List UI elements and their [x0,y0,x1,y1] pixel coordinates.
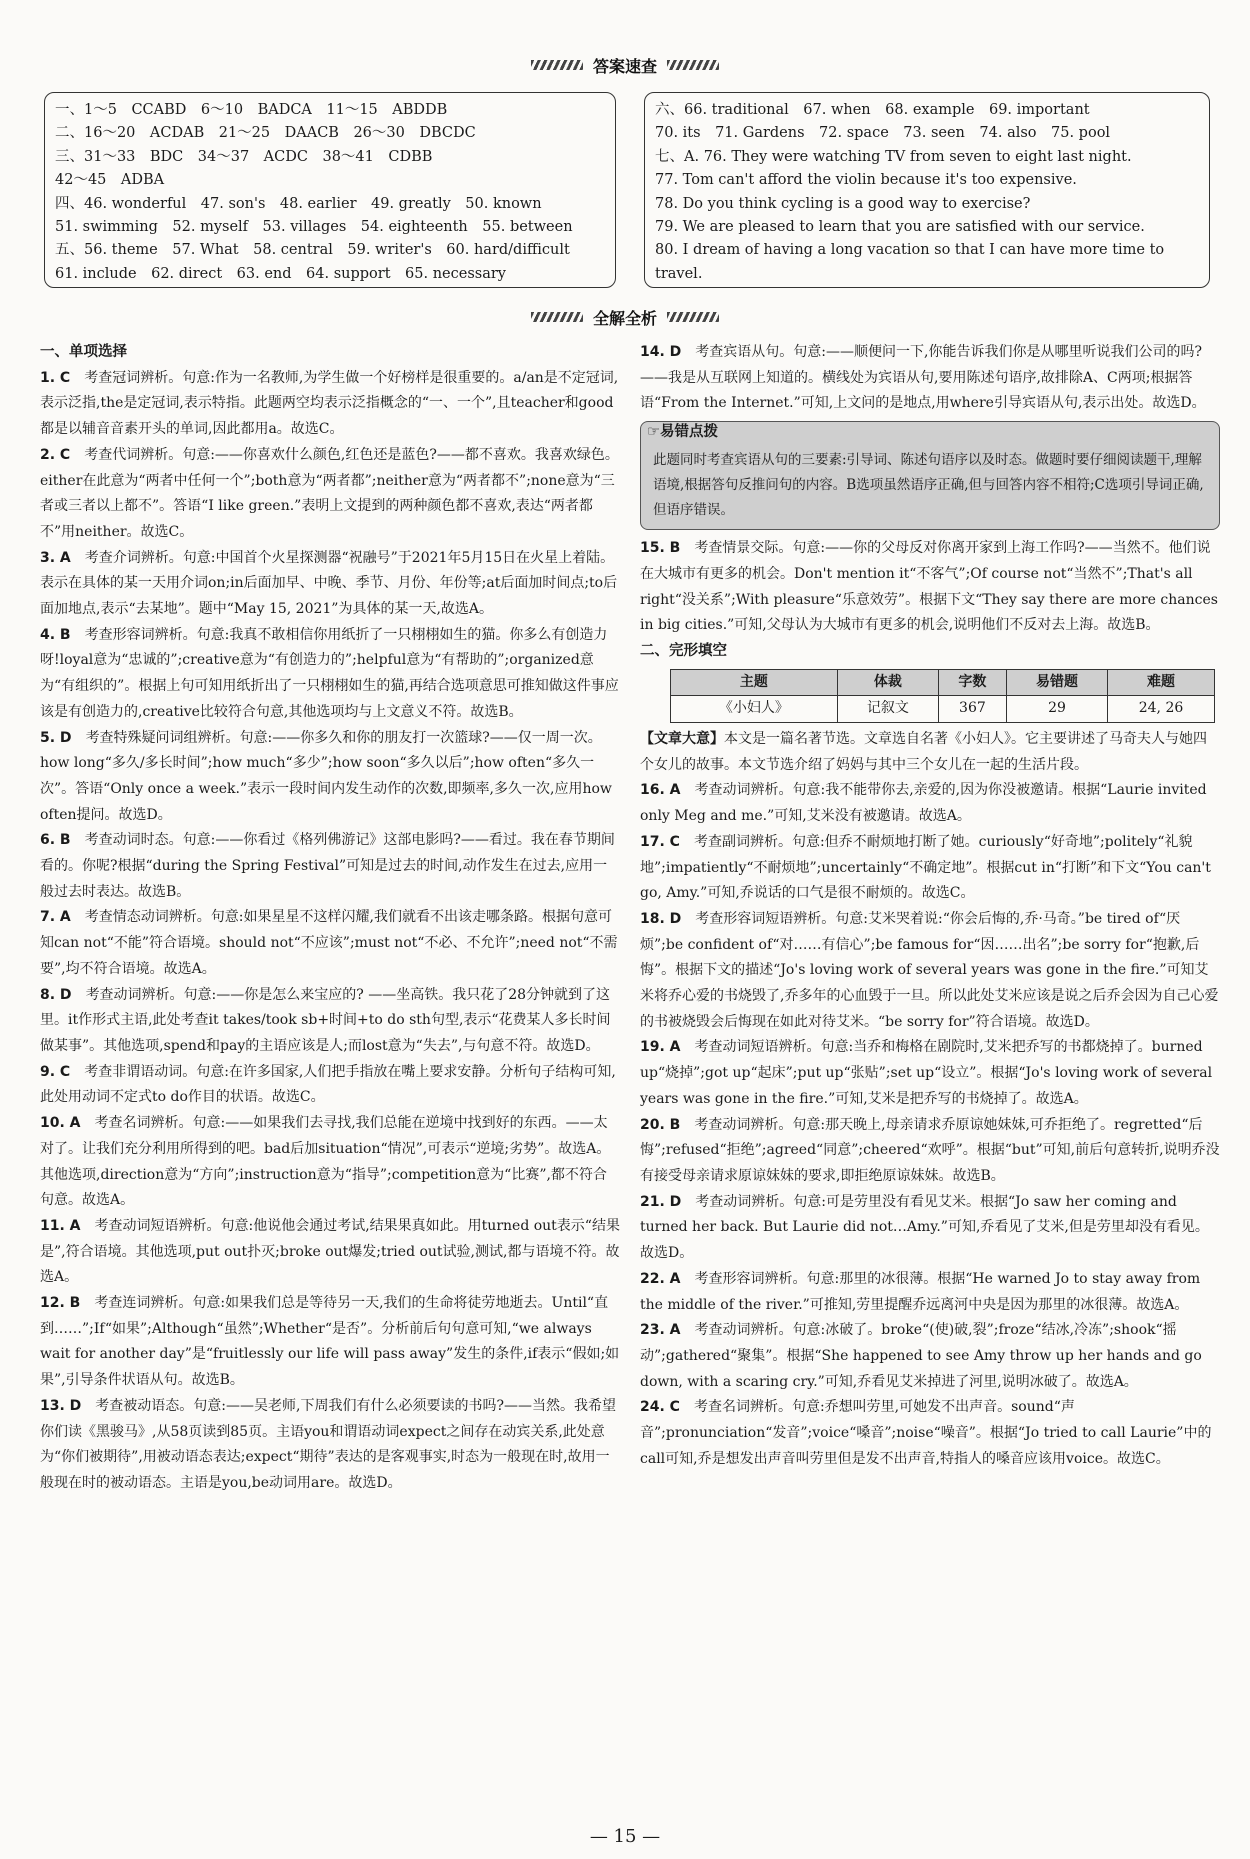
item-answer: 6. B [40,832,71,849]
item-text: 考查代词辨析。句意:——你喜欢什么颜色,红色还是蓝色?——都不喜欢。我喜欢绿色。either在此意为“两者中任何一个”;both意为“两者都”;neither意为“两者都不”;none意为“三者或三者以上都不”。答语“I like green.”表明上文提到的两种颜色都不喜欢,表达“两者都不”用neither。故选C。 [40,446,619,540]
answer-line: 七、A. 76. They were watching TV from seven to eight last night. [655,148,1132,165]
answer-line: travel. [655,265,703,282]
item-text: 考查冠词辨析。句意:作为一名教师,为学生做一个好榜样是很重要的。a/an是不定冠词,表示泛指,the是定冠词,表示特指。此题两空均表示泛指概念的“一、一个”,且teacher和good都是以辅音音素开头的单词,因此都用a。故选C。 [40,369,619,438]
explanation-item [40,828,620,905]
section-title: 一、单项选择 [40,344,127,360]
explanation-item [640,536,1220,639]
item-answer: 4. B [40,626,71,643]
item-answer: 11. A [40,1217,81,1234]
item-text: 考查动词短语辨析。句意:他说他会通过考试,结果果真如此。用turned out表示“结果是”,符合语境。其他选项,put out扑灭;broke out爆发;tried out试验,测试,都与语境不符。故选A。 [40,1217,620,1286]
answer-line: 80. I dream of having a long vacation so that I can have more time to [655,242,1165,259]
item-answer: 24. C [640,1399,680,1416]
item-answer: 12. B [40,1295,81,1312]
item-text: 考查名词辨析。句意:——如果我们去寻找,我们总能在逆境中找到好的东西。——太对了。让我们充分利用所得到的吧。bad后加situation“情况”,可表示“逆境;劣势”。故选A。其他选项,direction意为“方向”;instruction意为“指导”;competition意为“比赛”,都不符合句意。故选A。 [40,1115,611,1209]
table-cell: 《小妇人》 [671,696,838,723]
item-answer: 16. A [640,782,681,799]
item-text: 考查动词短语辨析。句意:当乔和梅格在剧院时,艾米把乔写的书都烧掉了。burned up“烧掉”;got up“起床”;put up“张贴”;set up“设立”。根据“Jo's loving work of several years was gone in the fire.”可知,艾米是把乔写的书烧掉了。故选A。 [640,1039,1213,1107]
answers-header [530,50,720,80]
answer-line: 五、56. theme 57. What 58. central 59. writer's 60. hard/difficult [55,242,570,259]
explanation-item [640,830,1220,907]
explanation-item [40,546,620,623]
table-cell: 24, 26 [1108,696,1215,723]
explanation-item [640,1267,1220,1318]
passage-info-table [670,669,1215,723]
explanation-item [640,1318,1220,1395]
explanation-item [640,778,1220,829]
table-cell: 29 [1006,696,1107,723]
answers-box-right [644,92,1210,288]
item-answer: 17. C [640,833,680,850]
explanation-item [40,1214,620,1291]
item-text: 考查动词辨析。句意:那天晚上,母亲请求乔原谅她妹妹,可乔拒绝了。regretted“后悔”;refused“拒绝”;agreed“同意”;cheered“欢呼”。根据“but”可知,前后句意转折,说明乔没有接受母亲请求原谅妹妹的要求,即拒绝原谅妹妹。故选B。 [640,1116,1220,1184]
item-text: 考查动词辨析。句意:我不能带你去,亲爱的,因为你没被邀请。根据“Laurie invited only Meg and me.”可知,艾米没有被邀请。故选A。 [640,782,1207,825]
explanation-item [640,1035,1220,1112]
item-answer: 23. A [640,1322,681,1339]
explanation-item [40,1060,620,1111]
item-answer: 2. C [40,446,71,463]
header-stripe-right [667,312,719,322]
item-answer: 7. A [40,909,71,926]
item-text: 考查名词辨析。句意:乔想叫劳里,可她发不出声音。sound“声音”;pronunciation“发音”;voice“嗓音”;noise“噪音”。根据“Jo tried to call Laurie”中的call可知,乔是想发出声音叫劳里但是发不出声音,特指人的嗓音应该用voice。故选C。 [640,1399,1212,1467]
header-stripe-right [667,60,719,70]
item-answer: 19. A [640,1039,681,1056]
header-stripe-left [531,60,583,70]
passage-summary [640,727,1220,778]
table-header-cell: 体裁 [837,669,938,696]
error-tip-text: 此题同时考查宾语从句的三要素:引导词、陈述句语序以及时态。做题时要仔细阅读题干,理解语境,根据答句反推问句的内容。B选项虽然语序正确,但与回答内容不相符;C选项引导词正确,但语序错误。 [653,452,1204,519]
explanation-item [40,1111,620,1214]
answer-line: 四、46. wonderful 47. son's 48. earlier 49. greatly 50. known [55,195,542,212]
answer-line: 78. Do you think cycling is a good way to exercise? [655,195,1031,212]
item-answer: 8. D [40,986,72,1003]
table-header-cell: 难题 [1108,669,1215,696]
item-text: 考查形容词短语辨析。句意:艾米哭着说:“你会后悔的,乔·马奇。”be tired of“厌烦”;be confident of“对……有信心”;be famous for“因……出名”;be sorry for“抱歉,后悔”。根据下文的描述“Jo's loving work of several years was gone in the fire.”可知艾米将乔心爱的书烧毁了,乔多年的心血毁于一旦。所以此处艾米应该是说之后乔会因为自己心爱的书被烧毁会后悔现在如此对待艾米。“be sorry for”符合语境。故选D。 [640,910,1219,1030]
explanation-item [640,340,1220,417]
item-text: 考查形容词辨析。句意:那里的冰很薄。根据“He warned Jo to stay away from the middle of the river.”可推知,劳里提醒乔远离河中央是因为那里的冰很薄。故选A。 [640,1270,1201,1313]
item-text: 考查被动语态。句意:——吴老师,下周我们有什么必须要读的书吗?——当然。我希望你们读《黑骏马》,从58页读到85页。主语you和谓语动词expect之间存在动宾关系,此处意为“你们被期待”,用被动语态表达;expect“期待”表达的是客观事实,时态为一般现在时,故用一般现在时的被动语态。主语是you,be动词用are。故选D。 [40,1397,616,1491]
thumb-icon: ☞ [647,424,660,441]
left-column [40,340,620,1497]
item-answer: 20. B [640,1116,681,1133]
right-column [640,340,1220,1472]
explanation-item [40,623,620,726]
item-text: 考查情景交际。句意:——你的父母反对你离开家到上海工作吗?——当然不。他们说在大城市有更多的机会。Don't mention it“不客气”;Of course not“当然不”;That's all right“没关系”;With pleasure“乐意效劳”。根据下文“They say there are more chances in big cities.”可知,父母认为大城市有更多的机会,说明他们不反对去上海。故选B。 [640,540,1218,634]
item-text: 考查形容词辨析。句意:我真不敢相信你用纸折了一只栩栩如生的猫。你多么有创造力呀!loyal意为“忠诚的”;creative意为“有创造力的”;helpful意为“有帮助的”;organized意为“有组织的”。根据上句可知用纸折出了一只栩栩如生的猫,再结合选项意思可推知做这件事应该是有创造力的,creative比较符合句意,其他选项均与上文意义不符。故选B。 [40,626,619,720]
item-text: 考查连词辨析。句意:如果我们总是等待另一天,我们的生命将徒劳地逝去。Until“直到……”;If“如果”;Although“虽然”;Whether“是否”。分析前后句句意可知,“we always wait for another day”是“fruitlessly our life will pass away”发生的条件,if表示“假如;如果”,引导条件状语从句。故选B。 [40,1295,620,1389]
item-text: 考查动词辨析。句意:可是劳里没有看见艾米。根据“Jo saw her coming and turned her back. But Laurie did not…Amy.”可知,乔看见了艾米,但是劳里却没有看见。故选D。 [640,1193,1209,1262]
section-title: 二、完形填空 [640,642,727,659]
error-tip-box [640,421,1220,530]
explanation-item [640,907,1220,1036]
answer-line: 42～45 ADBA [55,172,165,189]
item-answer: 1. C [40,369,71,386]
table-row [671,696,1215,723]
item-answer: 9. C [40,1063,71,1080]
answer-line: 一、1～5 CCABD 6～10 BADCA 11～15 ABDDB [55,102,448,118]
answer-line: 三、31～33 BDC 34～37 ACDC 38～41 CDBB [55,148,433,165]
analysis-header [530,302,720,332]
analysis-header-title: 全解全析 [592,308,657,328]
page-number: — 15 — [589,1826,661,1847]
explanation-item [640,1113,1220,1190]
item-text: 考查特殊疑问词组辨析。句意:——你多久和你的朋友打一次篮球?——仅一周一次。how long“多久/多长时间”;how much“多少”;how soon“多久以后”;how often“多久一次”。答语“Only once a week.”表示一段时间内发生动作的次数,即频率,多久一次,应用how often提问。故选D。 [40,729,612,823]
item-answer: 21. D [640,1193,682,1210]
item-answer: 5. D [40,729,72,746]
answers-box-left [44,92,616,288]
answer-line: 79. We are pleased to learn that you are satisfied with our service. [655,219,1145,236]
error-tip-title: ☞易错点拨 [647,424,718,441]
item-text: 考查动词辨析。句意:——你是怎么来宝应的? ——坐高铁。我只花了28分钟就到了这里。it作形式主语,此处考查it takes/took sb+时间+to do sth句型,表示“花费某人多长时间做某事”。其他选项,spend和pay的主语应该是人;而lost意为“失去”,与句意不符。故选D。 [40,986,611,1054]
summary-text: 本文是一篇名著节选。文章选自名著《小妇人》。它主要讲述了马奇夫人与她四个女儿的故事。本文节选介绍了妈妈与其中三个女儿在一起的生活片段。 [640,731,1207,773]
answer-line: 六、66. traditional 67. when 68. example 69. important [655,102,1090,118]
answer-line: 70. its 71. Gardens 72. space 73. seen 74. also 75. pool [655,125,1111,142]
explanation-item [40,905,620,982]
answer-line: 51. swimming 52. myself 53. villages 54. eighteenth 55. between [55,219,573,236]
explanation-item [40,726,620,829]
table-header-cell: 主题 [671,669,838,696]
item-answer: 10. A [40,1115,81,1132]
item-text: 考查宾语从句。句意:——顺便问一下,你能告诉我们你是从哪里听说我们公司的吗?——我是从互联网上知道的。横线处为宾语从句,要用陈述句语序,故排除A、C两项;根据答语“From the Internet.”可知,上文问的是地点,用where引导宾语从句,表示出处。故选D。 [640,344,1206,412]
explanation-item [40,1291,620,1394]
item-text: 考查副词辨析。句意:但乔不耐烦地打断了她。curiously“好奇地”;politely“礼貌地”;impatiently“不耐烦地”;uncertainly“不确定地”。根据cut in“打断”和下文“You can't go, Amy.”可知,乔说话的口气是很不耐烦的。故选C。 [640,833,1211,902]
table-header-cell: 字数 [938,669,1006,696]
item-answer: 15. B [640,540,681,557]
item-answer: 14. D [640,344,682,360]
header-stripe-left [531,312,583,322]
explanation-item [40,1394,620,1497]
item-answer: 18. D [640,910,682,927]
explanation-item [40,983,620,1060]
item-text: 考查介词辨析。句意:中国首个火星探测器“祝融号”于2021年5月15日在火星上着陆。表示在具体的某一天用介词on;in后面加早、中晚、季节、月份、年份等;at后面加时间点;to后面加地点,表示“去某地”。题中“May 15, 2021”为具体的某一天,故选A。 [40,549,618,618]
item-text: 考查动词辨析。句意:冰破了。broke“(使)破,裂”;froze“结冰,冷冻”;shook“摇动”;gathered“聚集”。根据“She happened to see Amy throw up her hands and go down, with a scaring cry.”可知,乔看见艾米掉进了河里,说明冰破了。故选A。 [640,1322,1202,1390]
item-answer: 22. A [640,1270,681,1287]
summary-label: 【文章大意】 [640,731,724,748]
item-text: 考查非谓语动词。句意:在许多国家,人们把手指放在嘴上要求安静。分析句子结构可知,此处用动词不定式to do作目的状语。故选C。 [40,1063,616,1106]
explanation-item [640,1395,1220,1472]
item-text: 考查动词时态。句意:——你看过《格列佛游记》这部电影吗?——看过。我在春节期间看的。你呢?根据“during the Spring Festival”可知是过去的时间,动作发生在过去,应用一般过去时表达。故选B。 [40,832,615,900]
answer-line: 77. Tom can't afford the violin because it's too expensive. [655,172,1077,189]
item-answer: 13. D [40,1397,82,1414]
item-text: 考查情态动词辨析。句意:如果星星不这样闪耀,我们就看不出该走哪条路。根据句意可知can not“不能”符合语境。should not“不应该”;must not“不必、不允许”;need not“不需要”,均不符合语境。故选A。 [40,909,618,977]
item-answer: 3. A [40,549,71,566]
explanation-item [640,1190,1220,1267]
explanation-item [40,366,620,443]
table-header-row [671,669,1215,696]
answers-header-title: 答案速查 [592,56,657,76]
answer-line: 61. include 62. direct 63. end 64. support 65. necessary [55,265,506,282]
table-cell: 367 [938,696,1006,723]
explanation-item [40,443,620,546]
table-header-cell: 易错题 [1006,669,1107,696]
table-cell: 记叙文 [837,696,938,723]
answer-line: 二、16～20 ACDAB 21～25 DAACB 26～30 DBCDC [55,125,476,142]
